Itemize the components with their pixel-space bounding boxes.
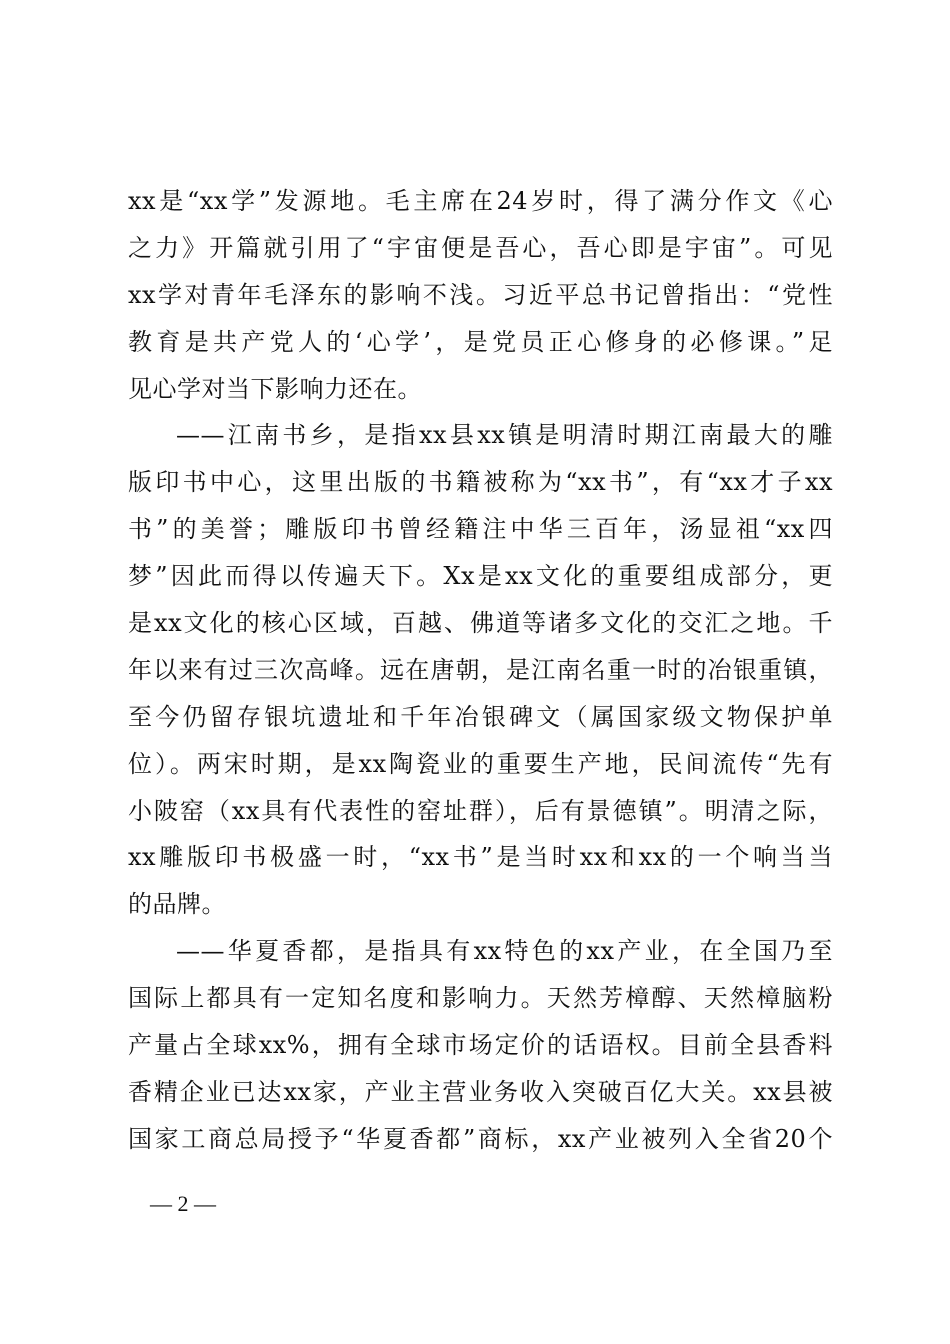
- text-line: 位）。两宋时期，是xx陶瓷业的重要生产地，民间流传“先有: [128, 749, 833, 778]
- text-line: 是xx文化的核心区域，百越、佛道等诸多文化的交汇之地。千: [128, 609, 833, 638]
- text-line: 国际上都具有一定知名度和影响力。天然芳樟醇、天然樟脑粉: [128, 984, 833, 1013]
- paragraph-xinxue: [128, 178, 833, 412]
- text-line: 见心学对当下影响力还在。: [128, 374, 422, 403]
- body-text: [128, 178, 833, 1163]
- text-line: 国家工商总局授予“华夏香都”商标，xx产业被列入全省20个: [128, 1124, 833, 1153]
- paragraph-jiangnan-shuxiang: [128, 412, 833, 928]
- text-line: 小陂窑（xx具有代表性的窑址群），后有景德镇”。明清之际，: [128, 796, 833, 825]
- text-line: 梦”因此而得以传遍天下。Xx是xx文化的重要组成部分，更: [128, 562, 833, 591]
- text-line: ——华夏香都，是指具有xx特色的xx产业，在全国乃至: [176, 937, 833, 966]
- text-line: xx雕版印书极盛一时，“xx书”是当时xx和xx的一个响当当: [128, 843, 833, 872]
- text-line: 版印书中心，这里出版的书籍被称为“xx书”，有“xx才子xx: [128, 468, 833, 497]
- text-line: 产量占全球xx%，拥有全球市场定价的话语权。目前全县香料: [128, 1031, 833, 1060]
- page-number: — 2 —: [150, 1191, 216, 1216]
- text-line: 教育是共产党人的‘心学’，是党员正心修身的必修课。”足: [128, 327, 833, 356]
- text-line: 年以来有过三次高峰。远在唐朝，是江南名重一时的冶银重镇，: [128, 655, 833, 684]
- text-line: xx学对青年毛泽东的影响不浅。习近平总书记曾指出：“党性: [128, 280, 833, 309]
- text-line: 之力》开篇就引用了“宇宙便是吾心，吾心即是宇宙”。可见: [128, 233, 833, 262]
- text-line: 至今仍留存银坑遗址和千年冶银碑文（属国家级文物保护单: [128, 702, 833, 731]
- paragraph-huaxia-xiangdu: [128, 928, 833, 1162]
- text-line: xx是“xx学”发源地。毛主席在24岁时，得了满分作文《心: [128, 187, 833, 215]
- text-line: ——江南书乡，是指xx县xx镇是明清时期江南最大的雕: [176, 421, 833, 450]
- text-line: 的品牌。: [128, 890, 226, 919]
- text-line: 香精企业已达xx家，产业主营业务收入突破百亿大关。xx县被: [128, 1077, 833, 1106]
- text-line: 书”的美誉；雕版印书曾经籍注中华三百年，汤显祖“xx四: [128, 515, 833, 544]
